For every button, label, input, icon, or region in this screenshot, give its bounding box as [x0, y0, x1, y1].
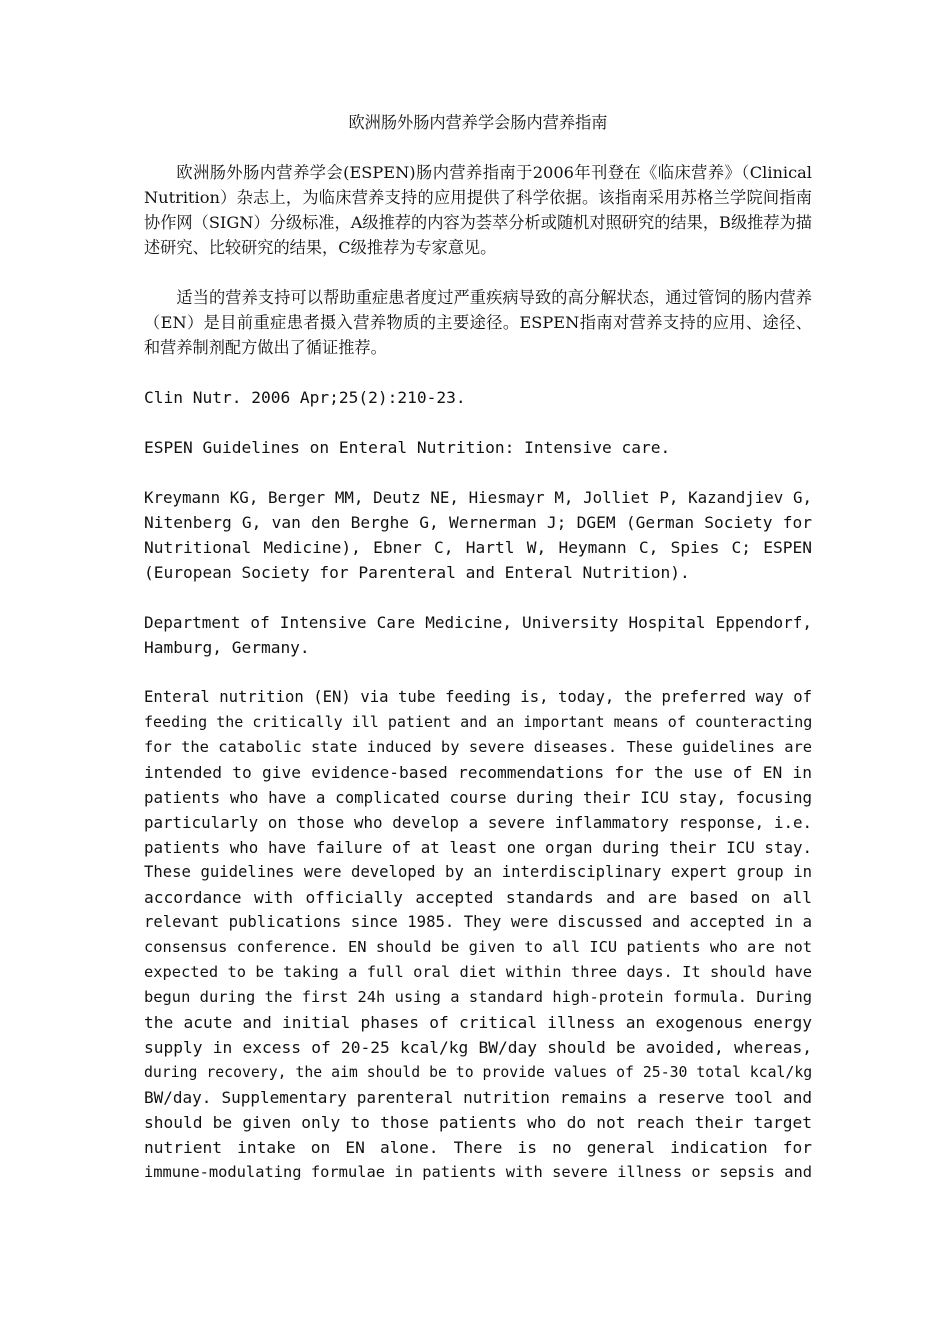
authors-line: Nutritional Medicine), Ebner C, Hartl W, Heymann C, Spies C; ESPEN	[144, 538, 812, 557]
abstract-line: supply in excess of 20-25 kcal/kg BW/day should be avoided, whereas,	[144, 1038, 812, 1057]
intro-paragraph-2: 适当的营养支持可以帮助重症患者度过严重疾病导致的高分解状态，通过管饲的肠内营养（EN）是目前重症患者摄入营养物质的主要途径。ESPEN指南对营养支持的应用、途径、和营养制剂配方做出了循证推荐。	[144, 288, 812, 357]
abstract-line: patients who have failure of at least one organ during their ICU stay.	[144, 838, 812, 857]
abstract-line: the acute and initial phases of critical illness an exogenous energy	[144, 1013, 812, 1032]
document-page	[144, 110, 812, 1185]
abstract-line: These guidelines were developed by an interdisciplinary expert group in	[144, 863, 812, 881]
abstract-line: relevant publications since 1985. They were discussed and accepted in a	[144, 913, 812, 931]
abstract-line: begun during the first 24h using a standard high-protein formula. During	[144, 988, 812, 1006]
abstract-line: patients who have a complicated course during their ICU stay, focusing	[144, 788, 812, 807]
abstract-line: accordance with officially accepted standards and are based on all	[144, 888, 812, 907]
abstract-line: nutrient intake on EN alone. There is no general indication for	[144, 1138, 812, 1157]
abstract-line: expected to be taking a full oral diet within three days. It should have	[144, 963, 812, 981]
intro-paragraph-1: 欧洲肠外肠内营养学会(ESPEN)肠内营养指南于2006年刊登在《临床营养》（Clinical Nutrition）杂志上，为临床营养支持的应用提供了科学依据。该指南采用苏格兰学院间指南协作网（SIGN）分级标准，A级推荐的内容为荟萃分析或随机对照研究的结果，B级推荐为描述研究、比较研究的结果，C级推荐为专家意见。	[144, 163, 812, 257]
authors-line: Kreymann KG, Berger MM, Deutz NE, Hiesmayr M, Jolliet P, Kazandjiev G,	[144, 488, 812, 507]
authors-line: Nitenberg G, van den Berghe G, Wernerman J; DGEM (German Society for	[144, 513, 812, 532]
abstract-line: feeding the critically ill patient and an important means of counteracting	[144, 713, 813, 731]
abstract-line: Enteral nutrition (EN) via tube feeding is, today, the preferred way of	[144, 688, 812, 706]
affiliation-line: Hamburg, Germany.	[144, 638, 310, 657]
abstract-line: for the catabolic state induced by severe diseases. These guidelines are	[144, 738, 812, 756]
abstract-line: BW/day. Supplementary parenteral nutrition remains a reserve tool and	[144, 1088, 812, 1107]
authors	[144, 485, 812, 585]
abstract-line: consensus conference. EN should be given to all ICU patients who are not	[144, 938, 812, 956]
citation: Clin Nutr. 2006 Apr;25(2):210-23.	[144, 388, 466, 407]
authors-line: (European Society for Parenteral and Enteral Nutrition).	[144, 563, 690, 582]
affiliation	[144, 610, 812, 660]
abstract-line: intended to give evidence-based recommendations for the use of EN in	[144, 763, 812, 782]
affiliation-line: Department of Intensive Care Medicine, University Hospital Eppendorf,	[144, 613, 812, 632]
article-title: ESPEN Guidelines on Enteral Nutrition: Intensive care.	[144, 438, 671, 457]
abstract-line: should be given only to those patients who do not reach their target	[144, 1113, 812, 1132]
abstract-line: immune-modulating formulae in patients with severe illness or sepsis and	[144, 1163, 812, 1181]
paragraph-gap	[144, 585, 812, 610]
paragraph-gap	[144, 410, 812, 435]
abstract-line: particularly on those who develop a severe inflammatory response, i.e.	[144, 813, 812, 832]
document-title: 欧洲肠外肠内营养学会肠内营养指南	[348, 113, 608, 132]
paragraph-gap	[144, 660, 812, 685]
paragraph-gap	[144, 360, 812, 385]
abstract-line: during recovery, the aim should be to provide values of 25-30 total kcal/kg	[144, 1064, 813, 1081]
abstract	[144, 685, 812, 1185]
paragraph-gap	[144, 260, 812, 285]
paragraph-gap	[144, 460, 812, 485]
